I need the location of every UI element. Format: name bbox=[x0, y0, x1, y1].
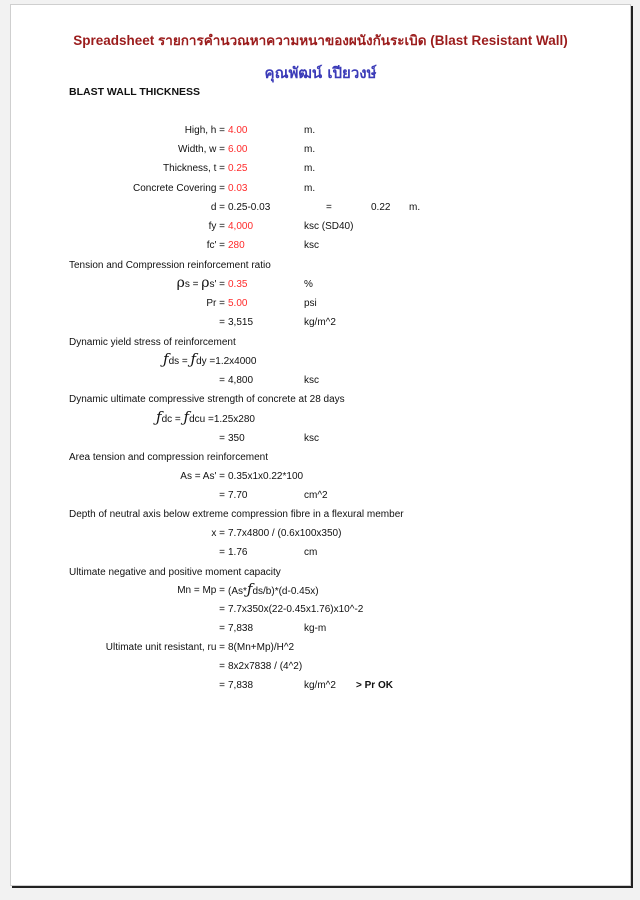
width-value: 6.00 bbox=[228, 144, 248, 155]
pr-ok-check: > Pr OK bbox=[356, 680, 393, 691]
thickness-label: Thickness, t = bbox=[163, 163, 225, 174]
moment-label: Mn = Mp = bbox=[177, 585, 225, 596]
ratio-section-title: Tension and Compression reinforcement ratio bbox=[69, 260, 271, 271]
thickness-value: 0.25 bbox=[228, 163, 248, 174]
moment-value: 7,838 bbox=[228, 623, 254, 634]
pr-conv-equals: = bbox=[219, 317, 225, 328]
rho-value: 0.35 bbox=[228, 279, 248, 290]
ru-equals-1: = bbox=[219, 661, 225, 672]
pr-converted-value: 3,515 bbox=[228, 317, 254, 328]
pr-unit: psi bbox=[304, 298, 317, 309]
dyn-yield-unit: ksc bbox=[304, 375, 319, 386]
rho-unit: % bbox=[304, 279, 313, 290]
fy-label: fy = bbox=[208, 221, 225, 232]
neutral-label: x = bbox=[211, 528, 225, 539]
height-value: 4.00 bbox=[228, 125, 248, 136]
calculation-sheet bbox=[11, 5, 630, 885]
d-value: 0.22 bbox=[371, 202, 391, 213]
dyn-yield-value: 4,800 bbox=[228, 375, 254, 386]
d-label: d = bbox=[210, 202, 225, 213]
dyn-ult-section-title: Dynamic ultimate compressive strength of concrete at 28 days bbox=[69, 394, 345, 405]
moment-equals-2: = bbox=[219, 623, 225, 634]
moment-expression-2: 7.7x350x(22-0.45x1.76)x10^-2 bbox=[228, 604, 364, 615]
moment-equals-1: = bbox=[219, 604, 225, 615]
section-heading: BLAST WALL THICKNESS bbox=[69, 86, 201, 98]
neutral-value: 1.76 bbox=[228, 547, 248, 558]
area-label: As = As' = bbox=[180, 471, 225, 482]
area-expression: 0.35x1x0.22*100 bbox=[228, 471, 304, 482]
height-unit: m. bbox=[304, 125, 316, 136]
fc-value: 280 bbox=[228, 240, 245, 251]
width-label: Width, w = bbox=[178, 144, 225, 155]
document-page bbox=[10, 4, 631, 886]
covering-value: 0.03 bbox=[228, 183, 248, 194]
dyn-ult-value: 350 bbox=[228, 433, 245, 444]
dyn-yield-formula: ƒds = ƒdy =1.2x4000 bbox=[163, 350, 257, 368]
ru-label: Ultimate unit resistant, ru = bbox=[105, 642, 225, 653]
dyn-ult-unit: ksc bbox=[304, 433, 319, 444]
document-title: Spreadsheet รายการคำนวณหาความหนาของผนังกันระเบิด (Blast Resistant Wall) bbox=[73, 33, 568, 48]
ru-expression: 8(Mn+Mp)/H^2 bbox=[228, 642, 295, 653]
ru-value: 7,838 bbox=[228, 680, 254, 691]
covering-unit: m. bbox=[304, 183, 316, 194]
area-unit: cm^2 bbox=[304, 490, 328, 501]
dyn-yield-equals: = bbox=[219, 375, 225, 386]
thickness-unit: m. bbox=[304, 163, 316, 174]
pr-value: 5.00 bbox=[228, 298, 248, 309]
dyn-ult-equals: = bbox=[219, 433, 225, 444]
moment-expression: (As*ƒds/b)*(d-0.45x) bbox=[228, 580, 319, 598]
ru-equals-2: = bbox=[219, 680, 225, 691]
pr-label: Pr = bbox=[206, 298, 225, 309]
dyn-yield-section-title: Dynamic yield stress of reinforcement bbox=[69, 337, 236, 348]
fy-unit: ksc (SD40) bbox=[304, 221, 354, 232]
covering-label: Concrete Covering = bbox=[133, 183, 225, 194]
area-value: 7.70 bbox=[228, 490, 248, 501]
area-section-title: Area tension and compression reinforcement bbox=[69, 452, 268, 463]
neutral-section-title: Depth of neutral axis below extreme compression fibre in a flexural member bbox=[69, 509, 404, 520]
height-label: High, h = bbox=[184, 125, 225, 136]
fc-unit: ksc bbox=[304, 240, 319, 251]
moment-unit: kg-m bbox=[304, 623, 327, 634]
dyn-ult-formula: ƒdc = ƒdcu =1.25x280 bbox=[156, 408, 255, 426]
d-equals: = bbox=[326, 202, 332, 213]
d-expression: 0.25-0.03 bbox=[228, 202, 271, 213]
fc-label: fc' = bbox=[206, 240, 225, 251]
area-equals: = bbox=[219, 490, 225, 501]
width-unit: m. bbox=[304, 144, 316, 155]
d-unit: m. bbox=[409, 202, 421, 213]
rho-prime-symbol: ρ bbox=[201, 275, 210, 291]
pr-converted-unit: kg/m^2 bbox=[304, 317, 336, 328]
neutral-expression: 7.7x4800 / (0.6x100x350) bbox=[228, 528, 342, 539]
neutral-equals: = bbox=[219, 547, 225, 558]
ru-unit: kg/m^2 bbox=[304, 680, 336, 691]
rho-label: ρs = ρs' = bbox=[176, 275, 225, 291]
neutral-unit: cm bbox=[304, 547, 318, 558]
author-name: คุณพัฒน์ เปียวงษ์ bbox=[264, 64, 377, 82]
rho-symbol: ρ bbox=[176, 275, 185, 291]
moment-section-title: Ultimate negative and positive moment capacity bbox=[69, 567, 281, 578]
fy-value: 4,000 bbox=[228, 221, 254, 232]
ru-expression-2: 8x2x7838 / (4^2) bbox=[228, 661, 303, 672]
